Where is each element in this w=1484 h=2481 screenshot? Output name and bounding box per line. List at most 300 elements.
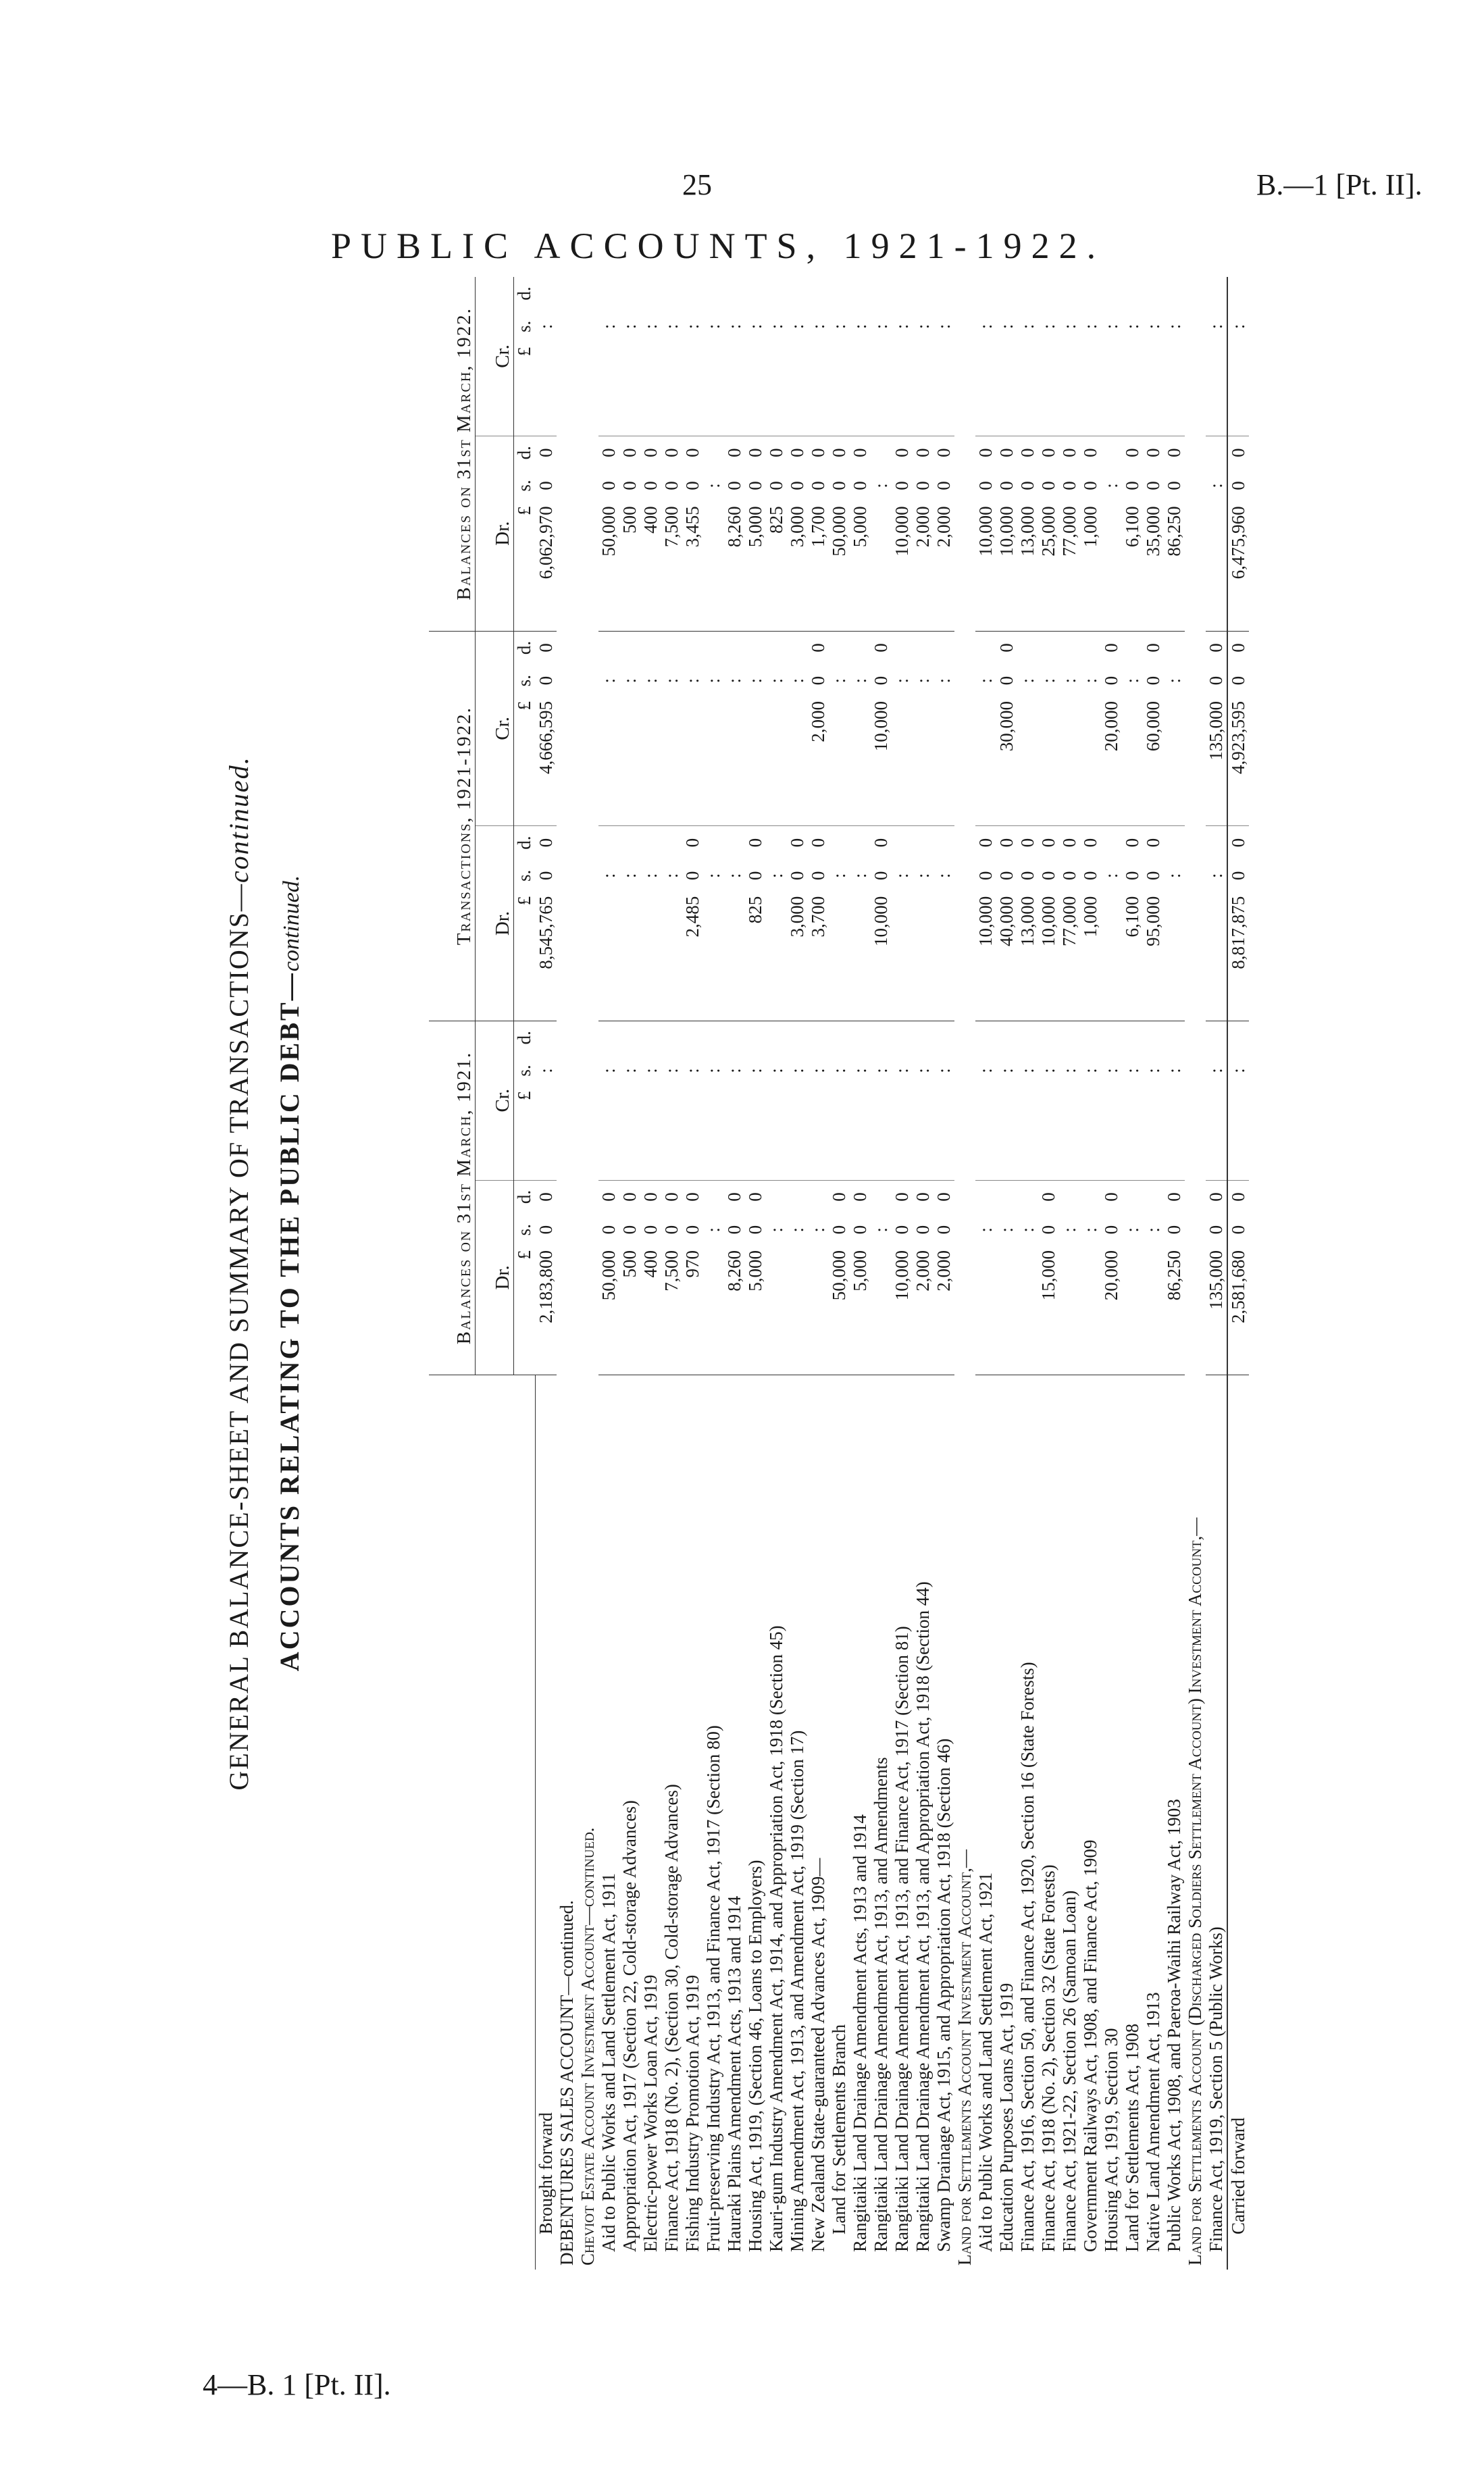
amount-shillings: : xyxy=(870,483,891,488)
amount-pence xyxy=(619,631,640,664)
amount-shillings: : xyxy=(975,1227,996,1233)
amount-pence xyxy=(724,1021,745,1054)
amount-pounds xyxy=(1164,1087,1185,1180)
amount-pounds: 6,475,960 xyxy=(1227,502,1249,631)
amount-pounds: 400 xyxy=(640,502,661,631)
amount-shillings: : xyxy=(996,1227,1017,1233)
table-row xyxy=(1059,277,1080,2270)
amount-pence: 0 xyxy=(1017,448,1038,458)
amount-pounds xyxy=(1101,892,1122,1021)
amount-pence xyxy=(975,1021,996,1054)
amount-pence: 0 xyxy=(744,448,765,458)
amount-shillings: 0 xyxy=(744,1225,765,1235)
amount-pounds: 500 xyxy=(619,502,640,631)
row-description: Land for Settlements Act, 1908 xyxy=(1121,2023,1142,2252)
amount-shillings: 0 xyxy=(849,1225,870,1235)
amount-pounds xyxy=(933,892,954,1021)
row-description: Finance Act, 1916, Section 50, and Finance Act, 1920, Section 16 (State Forests) xyxy=(1017,1662,1038,2252)
amount-pounds xyxy=(1227,343,1249,436)
amount-shillings: : xyxy=(870,1068,891,1073)
amount-pence: 0 xyxy=(786,838,807,848)
row-description: Rangitaiki Land Drainage Amendment Acts, 1913 and 1914 xyxy=(849,1814,870,2252)
amount-pence: 0 xyxy=(891,448,912,458)
amount-pounds: 2,581,680 xyxy=(1227,1246,1249,1375)
amount-pounds xyxy=(703,892,724,1021)
ledger-table-rotated xyxy=(203,277,1331,2270)
amount-pounds xyxy=(640,343,661,436)
unit-pence: d. xyxy=(514,1190,534,1204)
amount-pounds xyxy=(682,697,703,826)
amount-shillings: : xyxy=(1017,324,1038,330)
amount-shillings: 0 xyxy=(828,1225,849,1235)
amount-shillings: : xyxy=(619,324,640,330)
amount-shillings: 0 xyxy=(535,871,556,881)
cr-header: Cr. xyxy=(476,631,514,826)
amount-pounds xyxy=(1101,502,1122,631)
amount-pounds xyxy=(661,697,682,826)
amount-pounds: 5,000 xyxy=(850,1246,871,1375)
amount-pounds xyxy=(1206,343,1227,436)
amount-pence xyxy=(850,631,871,664)
amount-shillings: : xyxy=(1121,324,1142,330)
amount-pence xyxy=(1122,631,1143,664)
amount-pounds: 3,455 xyxy=(682,502,703,631)
amount-shillings: : xyxy=(1121,1068,1142,1073)
amount-shillings: : xyxy=(598,1068,619,1073)
section-heading-row xyxy=(557,277,578,2270)
amount-pence: 0 xyxy=(1038,838,1058,848)
amount-pence xyxy=(766,1180,787,1213)
amount-pence: 0 xyxy=(640,448,661,458)
amount-shillings: : xyxy=(1163,873,1184,879)
amount-pence xyxy=(1164,277,1185,310)
row-description: Fruit-preserving Industry Act, 1913, and Finance Act, 1917 (Section 80) xyxy=(702,1725,723,2252)
amount-pounds xyxy=(1080,343,1101,436)
amount-shillings: 0 xyxy=(640,1225,661,1235)
table-row xyxy=(1206,277,1227,2270)
amount-pounds: 50,000 xyxy=(598,502,619,631)
amount-pence xyxy=(871,436,892,469)
amount-shillings: : xyxy=(1142,324,1163,330)
amount-pence xyxy=(1206,436,1227,469)
amount-shillings: : xyxy=(598,677,619,684)
amount-shillings: : xyxy=(912,677,933,684)
amount-pence xyxy=(808,1021,829,1054)
amount-pounds xyxy=(598,697,619,826)
amount-pounds xyxy=(913,343,933,436)
amount-shillings: 0 xyxy=(598,1225,619,1235)
amount-shillings: : xyxy=(1142,1068,1163,1073)
amount-pence: 0 xyxy=(535,838,556,848)
amount-pounds: 5,000 xyxy=(745,1246,766,1375)
amount-pence xyxy=(996,277,1017,310)
amount-shillings: : xyxy=(1017,677,1038,684)
amount-shillings: : xyxy=(702,1068,723,1073)
amount-shillings: 0 xyxy=(1079,481,1100,490)
amount-shillings: : xyxy=(933,677,954,684)
amount-pounds: 10,000 xyxy=(1038,892,1059,1021)
amount-shillings: 0 xyxy=(744,481,765,490)
group3-header: Balances on 31st March, 1922. xyxy=(429,277,476,631)
amount-pence xyxy=(975,1180,996,1213)
row-description: DEBENTURES SALES ACCOUNT—continued. xyxy=(556,1900,577,2266)
row-description: Native Land Amendment Act, 1913 xyxy=(1142,1992,1163,2252)
amount-pounds xyxy=(682,343,703,436)
amount-pounds xyxy=(1122,1246,1143,1375)
amount-shillings: : xyxy=(828,677,849,684)
amount-shillings: : xyxy=(702,873,723,879)
amount-shillings: : xyxy=(1058,677,1079,684)
amount-shillings: 0 xyxy=(1205,675,1226,686)
row-empty-values xyxy=(578,277,598,1375)
amount-pounds xyxy=(1122,697,1143,826)
amount-pounds xyxy=(1038,1087,1059,1180)
amount-pence: 0 xyxy=(535,1192,556,1202)
amount-shillings: : xyxy=(933,873,954,879)
row-description: Finance Act, 1918 (No. 2), (Section 30, Cold-storage Advances) xyxy=(661,1784,682,2252)
amount-pence xyxy=(829,826,850,859)
amount-pence: 0 xyxy=(1017,838,1038,848)
table-row xyxy=(829,277,850,2270)
amount-shillings: : xyxy=(807,1068,828,1073)
table-title-line1 xyxy=(223,277,255,2270)
amount-pence xyxy=(892,826,913,859)
amount-pounds: 2,000 xyxy=(913,502,933,631)
table-row xyxy=(724,277,745,2270)
amount-pounds xyxy=(661,1087,682,1180)
amount-pounds: 1,700 xyxy=(808,502,829,631)
amount-pence xyxy=(766,631,787,664)
amount-shillings: : xyxy=(723,1068,744,1073)
amount-pounds xyxy=(1101,1087,1122,1180)
amount-shillings: 0 xyxy=(1121,871,1142,881)
amount-shillings: : xyxy=(891,677,912,684)
amount-shillings: : xyxy=(702,1227,723,1233)
row-description: Aid to Public Works and Land Settlement Act, 1911 xyxy=(598,1872,619,2252)
amount-pence: 0 xyxy=(619,448,640,458)
amount-pence: 0 xyxy=(682,1192,702,1202)
amount-shillings: : xyxy=(828,324,849,330)
unit-pence: d. xyxy=(514,836,534,850)
table-row xyxy=(745,277,766,2270)
amount-pence: 0 xyxy=(849,1192,870,1202)
amount-pence: 0 xyxy=(723,1192,744,1202)
amount-pence xyxy=(829,277,850,310)
amount-shillings: : xyxy=(1058,1068,1079,1073)
table-row xyxy=(787,277,808,2270)
amount-pounds xyxy=(598,892,619,1021)
amount-pounds xyxy=(766,697,787,826)
amount-pence xyxy=(745,1021,766,1054)
amount-pence xyxy=(913,277,933,310)
amount-pence xyxy=(1164,631,1185,664)
amount-shillings: 0 xyxy=(765,481,786,490)
amount-shillings: : xyxy=(744,677,765,684)
amount-pounds xyxy=(619,892,640,1021)
amount-pounds xyxy=(1227,1087,1249,1180)
unit-pound: £ xyxy=(514,343,536,436)
amount-pounds: 10,000 xyxy=(975,892,996,1021)
amount-pence xyxy=(1206,277,1227,310)
amount-pounds xyxy=(996,1246,1017,1375)
table-row xyxy=(808,277,829,2270)
amount-pounds xyxy=(1164,697,1185,826)
amount-shillings: 0 xyxy=(1121,481,1142,490)
amount-shillings: : xyxy=(640,873,661,879)
amount-shillings: : xyxy=(744,324,765,330)
amount-pounds xyxy=(871,502,892,631)
amount-pence xyxy=(640,631,661,664)
amount-pounds xyxy=(871,343,892,436)
amount-pounds xyxy=(808,1087,829,1180)
row-description: Carried forward xyxy=(1227,1375,1249,2270)
amount-pence: 0 xyxy=(1227,631,1249,664)
amount-pounds xyxy=(745,697,766,826)
amount-pence: 0 xyxy=(661,448,682,458)
amount-shillings: 0 xyxy=(682,1225,702,1235)
amount-shillings: : xyxy=(1163,677,1184,684)
amount-pence xyxy=(619,1021,640,1054)
amount-pounds: 10,000 xyxy=(871,697,892,826)
amount-pounds: 1,000 xyxy=(1080,502,1101,631)
unit-pound: £ xyxy=(514,892,536,1021)
amount-pence xyxy=(1038,277,1059,310)
row-description: Kauri-gum Industry Amendment Act, 1914, and Appropriation Act, 1918 (Section 45) xyxy=(765,1625,786,2252)
amount-pence xyxy=(975,631,996,664)
amount-pounds xyxy=(829,697,850,826)
amount-shillings: : xyxy=(975,1068,996,1073)
unit-pence: d. xyxy=(514,1031,534,1045)
amount-shillings: : xyxy=(1163,1068,1184,1073)
amount-shillings: 0 xyxy=(535,481,556,490)
row-description: Government Railways Act, 1908, and Finance Act, 1909 xyxy=(1079,1839,1100,2252)
amount-pounds xyxy=(640,892,661,1021)
amount-pence xyxy=(871,1180,892,1213)
table-row xyxy=(1038,277,1059,2270)
amount-shillings: 0 xyxy=(912,1225,933,1235)
title-line2-text: ACCOUNTS RELATING TO THE PUBLIC DEBT— xyxy=(274,971,305,1672)
amount-pence xyxy=(703,631,724,664)
amount-pounds xyxy=(1038,343,1059,436)
amount-pence xyxy=(829,1021,850,1054)
ledger-body xyxy=(535,277,1249,2270)
amount-pounds xyxy=(1164,892,1185,1021)
row-description: Finance Act, 1919, Section 5 (Public Works) xyxy=(1205,1926,1226,2252)
amount-pounds: 10,000 xyxy=(975,502,996,631)
amount-shillings: : xyxy=(807,324,828,330)
row-description: Swamp Drainage Act, 1915, and Appropriation Act, 1918 (Section 46) xyxy=(933,1738,954,2252)
amount-shillings: 0 xyxy=(996,675,1017,686)
amount-pence: 0 xyxy=(1142,448,1163,458)
section-heading-row xyxy=(578,277,598,2270)
amount-pence xyxy=(1101,826,1122,859)
table-row xyxy=(703,277,724,2270)
amount-shillings: 0 xyxy=(1017,481,1038,490)
amount-pounds: 13,000 xyxy=(1017,892,1038,1021)
amount-pounds: 825 xyxy=(766,502,787,631)
amount-pounds xyxy=(1017,697,1038,826)
table-row xyxy=(598,277,619,2270)
amount-shillings: 0 xyxy=(1017,871,1038,881)
amount-shillings: 0 xyxy=(870,675,891,686)
amount-shillings: : xyxy=(891,1068,912,1073)
amount-pounds: 50,000 xyxy=(829,502,850,631)
amount-pence xyxy=(787,277,808,310)
unit-pound: £ xyxy=(514,1087,536,1180)
amount-pounds xyxy=(1143,343,1164,436)
amount-pounds xyxy=(829,1087,850,1180)
group2-header: Transactions, 1921-1922. xyxy=(429,631,476,1021)
amount-shillings: : xyxy=(870,324,891,330)
amount-shillings: 0 xyxy=(1142,871,1163,881)
amount-pence: 0 xyxy=(1227,436,1249,469)
amount-pounds xyxy=(913,1087,933,1180)
amount-pounds xyxy=(850,697,871,826)
amount-shillings: 0 xyxy=(535,675,556,686)
amount-shillings: 0 xyxy=(933,1225,954,1235)
amount-pence: 0 xyxy=(912,448,933,458)
amount-pounds xyxy=(871,1246,892,1375)
amount-shillings: 0 xyxy=(996,871,1017,881)
table-row xyxy=(535,277,557,2270)
amount-pounds xyxy=(1059,697,1080,826)
amount-pence: 0 xyxy=(1079,838,1100,848)
amount-shillings: 0 xyxy=(723,1225,744,1235)
amount-pounds: 1,000 xyxy=(1080,892,1101,1021)
amount-pence xyxy=(598,826,619,859)
row-description: New Zealand State-guaranteed Advances Act, 1909— xyxy=(807,1858,828,2252)
amount-pounds xyxy=(724,697,745,826)
amount-pence: 0 xyxy=(1163,448,1184,458)
amount-shillings: : xyxy=(828,1068,849,1073)
amount-shillings: : xyxy=(1079,677,1100,684)
amount-shillings: : xyxy=(975,324,996,330)
amount-pounds: 135,000 xyxy=(1206,1246,1227,1375)
amount-shillings: : xyxy=(1079,1227,1100,1233)
amount-pence: 0 xyxy=(1205,643,1226,653)
amount-pounds: 5,000 xyxy=(745,502,766,631)
amount-pence xyxy=(1206,1021,1227,1054)
amount-pence xyxy=(933,277,954,310)
amount-pence xyxy=(724,631,745,664)
amount-shillings: : xyxy=(786,1227,807,1233)
amount-pence xyxy=(598,277,619,310)
table-row xyxy=(661,277,682,2270)
amount-pence xyxy=(787,1021,808,1054)
row-description: Education Purposes Loans Act, 1919 xyxy=(996,1983,1017,2252)
amount-shillings: 0 xyxy=(1100,1225,1121,1235)
amount-pounds: 50,000 xyxy=(829,1246,850,1375)
amount-shillings: : xyxy=(1205,324,1226,330)
amount-pence: 0 xyxy=(744,838,765,848)
accounts-table xyxy=(429,277,1249,2270)
amount-pounds xyxy=(1101,343,1122,436)
amount-pounds xyxy=(703,502,724,631)
amount-shillings: : xyxy=(661,677,682,684)
amount-pence xyxy=(829,631,850,664)
amount-pounds: 25,000 xyxy=(1038,502,1059,631)
row-empty-values xyxy=(954,277,975,1375)
amount-pence: 0 xyxy=(765,448,786,458)
amount-shillings: 0 xyxy=(975,871,996,881)
amount-shillings: : xyxy=(1100,873,1121,879)
amount-pence xyxy=(1227,277,1249,310)
amount-pounds xyxy=(703,1246,724,1375)
document-reference: B.—1 [Pt. II]. xyxy=(1256,168,1423,201)
table-row xyxy=(1164,277,1185,2270)
amount-pence: 0 xyxy=(996,643,1017,653)
amount-pence: 0 xyxy=(1058,448,1079,458)
amount-shillings: : xyxy=(744,1068,765,1073)
amount-pounds xyxy=(1122,1087,1143,1180)
amount-shillings: 0 xyxy=(1227,469,1249,503)
row-empty-values xyxy=(1185,277,1206,1375)
amount-pence: 0 xyxy=(933,1192,954,1202)
row-description: Brought forward xyxy=(535,2112,556,2234)
cr-header: Cr. xyxy=(476,277,514,436)
amount-shillings: : xyxy=(975,677,996,684)
amount-pence xyxy=(1122,277,1143,310)
amount-pence: 0 xyxy=(1038,448,1058,458)
amount-shillings: 0 xyxy=(1227,859,1249,892)
amount-shillings: : xyxy=(807,1227,828,1233)
amount-pounds xyxy=(703,697,724,826)
amount-shillings: : xyxy=(912,1068,933,1073)
amount-pence: 0 xyxy=(996,448,1017,458)
amount-pounds: 6,100 xyxy=(1122,892,1143,1021)
amount-pounds xyxy=(892,892,913,1021)
amount-pounds: 2,000 xyxy=(933,1246,954,1375)
amount-pounds xyxy=(933,343,954,436)
amount-pence: 0 xyxy=(975,448,996,458)
amount-shillings: : xyxy=(702,677,723,684)
amount-pounds: 2,000 xyxy=(933,502,954,631)
amount-shillings: : xyxy=(765,1227,786,1233)
amount-shillings: 0 xyxy=(891,481,912,490)
amount-pence xyxy=(1143,1021,1164,1054)
title-line1-suffix: continued. xyxy=(224,756,254,884)
amount-shillings: : xyxy=(1142,1227,1163,1233)
amount-pounds xyxy=(1017,1246,1038,1375)
page-title: PUBLIC ACCOUNTS, 1921-1922. xyxy=(331,226,1106,266)
amount-shillings: 0 xyxy=(891,1225,912,1235)
amount-pounds: 2,000 xyxy=(808,697,829,826)
amount-pence xyxy=(703,436,724,469)
amount-pence xyxy=(598,631,619,664)
amount-shillings: : xyxy=(723,873,744,879)
amount-pounds: 77,000 xyxy=(1059,502,1080,631)
amount-pounds: 8,817,875 xyxy=(1227,892,1249,1021)
amount-shillings: : xyxy=(619,873,640,879)
amount-pence xyxy=(1038,631,1059,664)
amount-shillings: : xyxy=(661,1068,682,1073)
amount-pence: 0 xyxy=(1142,838,1163,848)
row-description: Mining Amendment Act, 1913, and Amendment Act, 1919 (Section 17) xyxy=(786,1730,807,2252)
amount-pence: 0 xyxy=(661,1192,682,1202)
amount-pence xyxy=(892,277,913,310)
amount-pounds: 30,000 xyxy=(996,697,1017,826)
amount-shillings: : xyxy=(1205,483,1226,488)
amount-shillings: 0 xyxy=(1142,675,1163,686)
amount-shillings: 0 xyxy=(1100,675,1121,686)
row-description: Land for Settlements Account Investment Account,— xyxy=(954,1849,975,2266)
amount-shillings: : xyxy=(1017,1068,1038,1073)
amount-shillings: 0 xyxy=(619,1225,640,1235)
amount-pence: 0 xyxy=(1227,1180,1249,1213)
amount-pence xyxy=(1059,1021,1080,1054)
amount-pounds: 95,000 xyxy=(1143,892,1164,1021)
table-row xyxy=(913,277,933,2270)
